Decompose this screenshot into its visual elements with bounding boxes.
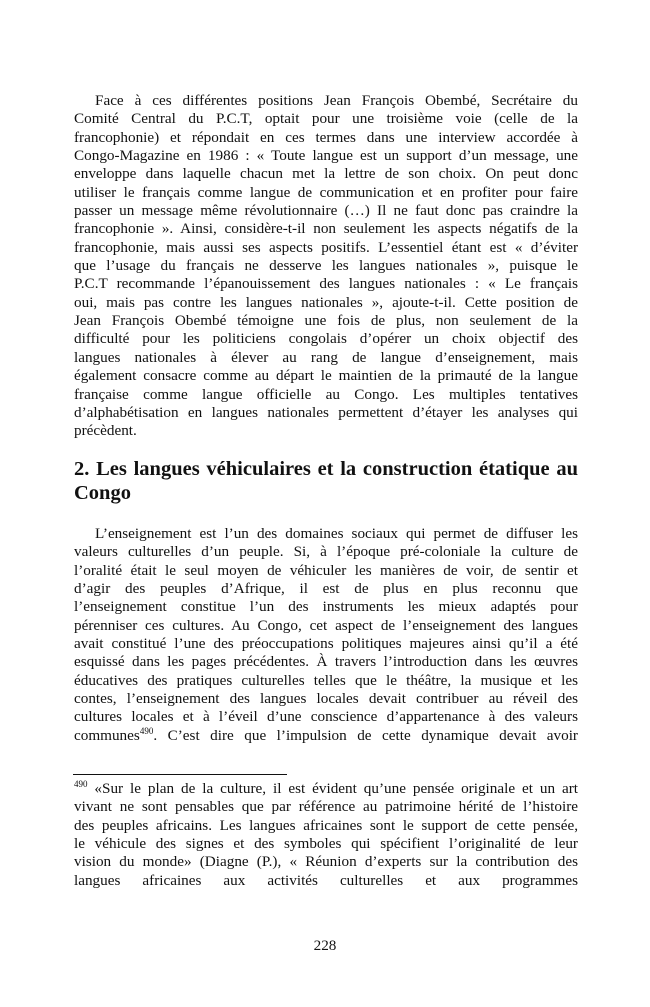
text-line: passer un message même révolutionnaire (…) Il ne faut donc pas craindre la [74,202,578,220]
text-line: Congo-Magazine en 1986 : « Toute langue est un support d’un message, une [74,147,578,165]
text-line: francophonie ». Ainsi, considère-t-il non seulement les aspects négatifs de la [74,220,578,238]
text-line: l’oralité était le seul moyen de véhiculer les manières de voir, de sentir et [74,561,578,579]
text-line: L’enseignement est l’un des domaines sociaux qui permet de diffuser les [95,525,578,542]
text-line: pérenniser ces cultures. Au Congo, cet aspect de l’enseignement des langues [74,616,578,634]
footnote-line [74,780,578,798]
text-line: cultures locales et à l’éveil d’une conscience d’appartenance à des valeurs [74,708,578,726]
page-number: 228 [313,937,337,954]
footnote-line: langues africaines aux activités culturelles et aux programmes [74,871,578,889]
text-line: difficulté pour les politiciens congolais d’opérer un choix objectif des [74,330,578,348]
text-line: que l’usage du français ne desserve les langues nationales », puisque le [74,257,578,275]
text-line: également consacre comme au départ le maintien de la primauté de la langue [74,367,578,385]
text-line: esquissé dans les pages précédentes. À travers l’introduction dans les œuvres [74,653,578,671]
text-line: P.C.T recommande l’épanouissement des langues nationales : « Le français [74,275,578,293]
text-line: francophonie) et répondait en ces termes dans une interview accordée à [74,128,578,146]
heading-line: 2. Les langues véhiculaires et la construction étatique au [74,458,578,480]
text-line: utiliser le français comme langue de communication et en profiter pour faire [74,183,578,201]
text-line: l’enseignement constitue l’un des instruments les mieux adaptés pour [74,598,578,616]
text-line: précèdent. [74,422,137,440]
footnote [74,780,578,890]
footnote-separator [73,774,287,775]
text-line: d’agir des peuples d’Afrique, il est de plus en plus reconnu que [74,580,578,598]
text-fragment: «Sur le plan de la culture, il est évident qu’une pensée originale et un art [87,780,578,797]
footnote-line: des peuples africains. Les langues africaines sont le support de cette pensée, [74,816,578,834]
text-line: Jean François Obembé témoigne une fois de plus, non seulement de la [74,312,578,330]
heading-line: Congo [74,482,131,504]
text-line: Comité Central du P.C.T, optait pour une troisième voie (celle de la [74,110,578,128]
body-paragraph-2 [74,525,578,745]
text-line: éducatives des pratiques culturelles telles que le théâtre, la musique et les [74,671,578,689]
footnote-line: le véhicule des signes et des symboles qui spécifient l’originalité de leur [74,835,578,853]
footnote-line: vision du monde» (Diagne (P.), « Réunion d’experts sur la contribution des [74,853,578,871]
text-line: française comme langue officielle au Congo. Les multiples tentatives [74,385,578,403]
text-line: langues nationales à élever au rang de langue d’enseignement, mais [74,348,578,366]
footnote-number: 490 [74,779,88,789]
section-heading [74,457,578,505]
text-line: oui, mais pas contre les langues nationales », ajoute-t-il. Cette position de [74,293,578,311]
footnote-line: vivant ne sont pensables que par référence au patrimoine hérité de l’histoire [74,798,578,816]
text-line [74,727,578,745]
text-line: enveloppe dans laquelle chacun met la lettre de son choix. On peut donc [74,165,578,183]
text-fragment: communes [74,726,140,744]
text-line: Face à ces différentes positions Jean François Obembé, Secrétaire du [95,92,578,109]
body-paragraph-1 [74,92,578,441]
text-line: contes, l’enseignement des langues locales devait contribuer au réveil des [74,690,578,708]
text-line: francophonie, mais aussi ses aspects positifs. L’essentiel étant est « d’éviter [74,238,578,256]
text-line: d’alphabétisation en langues nationales permettent d’étayer les analyses qui [74,403,578,421]
text-line: valeurs culturelles d’un peuple. Si, à l’époque pré-coloniale la culture de [74,543,578,561]
footnote-reference[interactable]: 490 [139,725,154,736]
text-fragment: . C’est dire que l’impulsion de cette dynamique devait avoir [153,726,578,744]
text-line: avait constitué l’une des préoccupations politiques majeures ainsi qu’il a été [74,635,578,653]
